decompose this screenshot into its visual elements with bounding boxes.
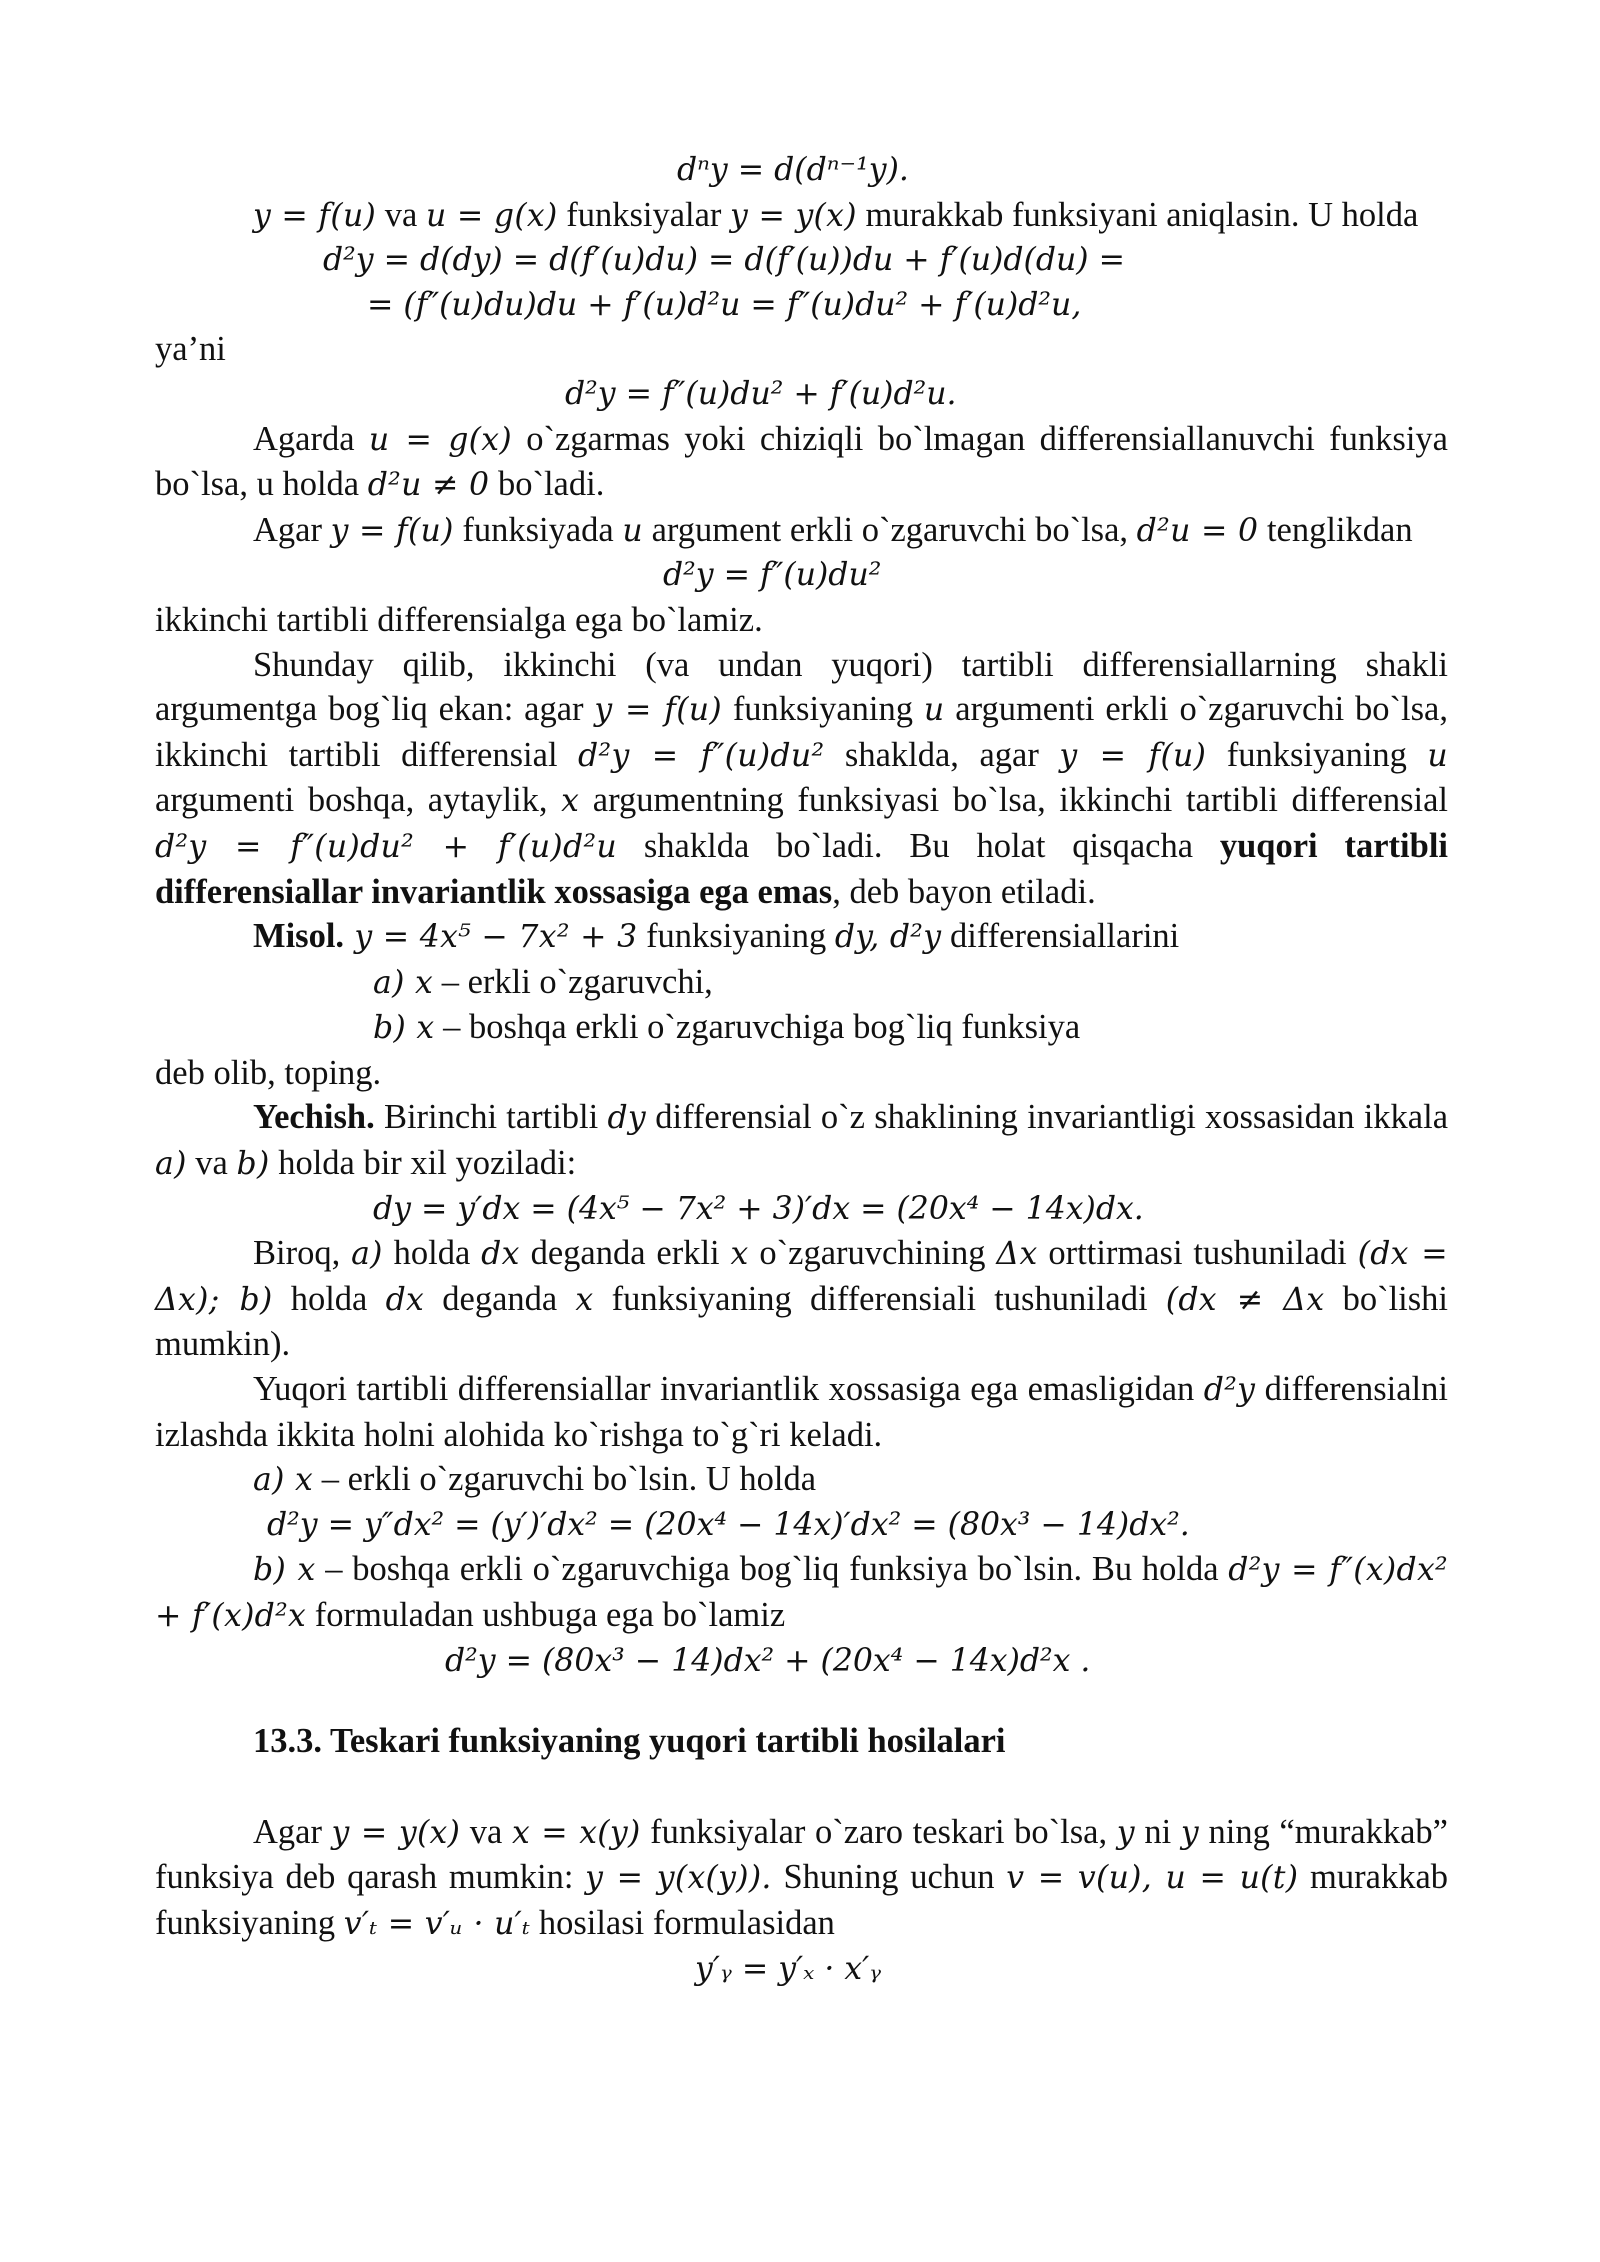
text-span: deganda erkli bbox=[519, 1234, 731, 1273]
math-inline: d²y = f″(u)du² + f′(u)d²u bbox=[155, 828, 618, 865]
text-span: Agar bbox=[253, 510, 331, 549]
math-inline: dx bbox=[385, 1281, 425, 1318]
math-inline: b) x bbox=[253, 1552, 316, 1589]
math-inline: u bbox=[622, 512, 643, 549]
text-span: – erkli o`zgaruvchi bo`lsin. U holda bbox=[313, 1460, 817, 1499]
text-span: holda bbox=[382, 1234, 482, 1273]
math-inline: (dx ≠ Δx bbox=[1165, 1281, 1325, 1318]
text-span: – erkli o`zgaruvchi, bbox=[433, 962, 713, 1001]
math-inline: Δx bbox=[996, 1236, 1038, 1273]
text-span: bo`lishi mumkin). bbox=[155, 1279, 1449, 1364]
text-span: – boshqa erkli o`zgaruvchiga bog`liq funksiya bbox=[434, 1008, 1081, 1047]
text-span: Biroq, bbox=[253, 1234, 352, 1273]
math-inline: (dx = Δx); b) bbox=[155, 1236, 1448, 1318]
text-span: Shunday qilib, ikkinchi (va undan yuqori) tartibli differensiallarning shakli argumentga bog`liq ekan: agar bbox=[155, 645, 1448, 729]
text-span: differensialni izlashda ikkita holni alohida ko`rishga to`g`ri keladi. bbox=[155, 1370, 1448, 1454]
case-a-line bbox=[155, 1457, 1448, 1503]
text-span: funksiyaning bbox=[721, 690, 924, 729]
text-span: Yuqori tartibli differensiallar invariantlik xossasiga ega emasligidan bbox=[253, 1370, 1204, 1409]
text-span: argumenti erkli o`zgaruvchi bo`lsa, ikkinchi tartibli differensial bbox=[155, 690, 1448, 774]
text-span: , deb bayon etiladi. bbox=[832, 872, 1096, 911]
text-span: Birinchi tartibli bbox=[374, 1098, 608, 1137]
text-span: tenglikdan bbox=[1258, 510, 1413, 549]
text-span: bo`ladi. bbox=[489, 465, 605, 504]
math-inline: v′ₜ = v′ᵤ · u′ₜ bbox=[343, 1905, 531, 1942]
formula-second-differential-independent: d²y = f″(u)du² bbox=[663, 557, 882, 594]
example-case-b bbox=[373, 1005, 1448, 1051]
text-span: holda bir xil yoziladi: bbox=[269, 1144, 577, 1183]
math-inline: u bbox=[1427, 737, 1449, 774]
formula-inverse-derivative: y′ᵧ = y′ₓ · x′ᵧ bbox=[695, 1950, 882, 1987]
math-inline: d²u ≠ 0 bbox=[367, 467, 490, 504]
text-span: Shuning uchun bbox=[771, 1858, 1007, 1897]
math-inline: b) bbox=[236, 1146, 270, 1183]
text-span: va bbox=[376, 195, 426, 234]
text-span: funksiyalar o`zaro teskari bo`lsa, bbox=[640, 1812, 1117, 1851]
math-inline: b) bbox=[373, 1010, 407, 1047]
math-inline: d²y bbox=[1203, 1372, 1256, 1409]
formula-second-differential-line2: = (f″(u)du)du + f′(u)d²u = f″(u)du² + f′(u)d²u, bbox=[367, 286, 1082, 323]
text-span: differensiallarini bbox=[941, 917, 1180, 956]
text-span: murakkab funksiyani aniqlasin. U holda bbox=[856, 195, 1419, 234]
section-heading: 13.3. Teskari funksiyaning yuqori tartibli hosilalari bbox=[253, 1722, 1006, 1761]
formula-case-b: d²y = (80x³ − 14)dx² + (20x⁴ − 14x)d²x . bbox=[445, 1642, 1091, 1679]
text-span: funksiyada bbox=[453, 510, 623, 549]
paragraph-however bbox=[155, 1231, 1448, 1367]
math-inline: y = f(u) bbox=[330, 512, 454, 549]
paragraph-composite-function bbox=[155, 193, 1448, 239]
text-find: deb olib, toping. bbox=[155, 1053, 382, 1092]
math-inline: y bbox=[1180, 1814, 1199, 1851]
math-inline: x bbox=[575, 1281, 594, 1318]
math-inline: a) bbox=[351, 1236, 383, 1273]
paragraph-independent-argument bbox=[155, 508, 1448, 554]
text-span: va bbox=[186, 1144, 237, 1183]
text-span: o`zgarmas yoki chiziqli bo`lmagan differensiallanuvchi funksiya bo`lsa, u holda bbox=[155, 419, 1448, 504]
bold-statement: yuqori tartibli differensiallar invariantlik xossasiga ega emas bbox=[155, 826, 1448, 911]
paragraph-nonlinear-case bbox=[155, 417, 1448, 508]
math-inline: x = x(y) bbox=[511, 1814, 641, 1851]
text-span: shaklda, agar bbox=[824, 735, 1060, 774]
text-span: va bbox=[460, 1812, 512, 1851]
text-span: argumentning funksiyasi bo`lsa, ikkinchi tartibli differensial bbox=[579, 781, 1448, 820]
formula-nth-differential: dⁿy = d(dⁿ⁻¹y). bbox=[677, 152, 909, 188]
text-conclusion: ikkinchi tartibli differensialga ega bo`lamiz. bbox=[155, 600, 763, 639]
math-inline: v = v(u), u = u(t) bbox=[1006, 1860, 1299, 1897]
math-inline: u bbox=[923, 692, 945, 729]
text-span: shaklda bo`ladi. Bu holat qisqacha bbox=[617, 826, 1220, 865]
math-inline: y = f(u) bbox=[253, 197, 377, 234]
paragraph-example bbox=[155, 914, 1448, 960]
text-span: argumenti boshqa, aytaylik, bbox=[155, 781, 562, 820]
math-inline: d²u = 0 bbox=[1136, 512, 1259, 549]
text-span: deganda bbox=[424, 1279, 576, 1318]
math-inline: y = f(u) bbox=[1059, 737, 1207, 774]
math-inline: y = y(x) bbox=[730, 197, 857, 234]
math-inline: u = g(x) bbox=[368, 421, 512, 458]
math-inline: dx bbox=[481, 1236, 520, 1273]
text-span: hosilasi formulasidan bbox=[530, 1903, 835, 1942]
text-span: – boshqa erkli o`zgaruvchiga bog`liq funksiya bo`lsin. Bu holda bbox=[315, 1550, 1229, 1589]
math-inline: dy bbox=[607, 1100, 647, 1137]
text-span: argument erkli o`zgaruvchi bo`lsa, bbox=[642, 510, 1137, 549]
math-inline: u = g(x) bbox=[425, 197, 558, 234]
formula-case-a: d²y = y″dx² = (y′)′dx² = (20x⁴ − 14x)′dx² = (80x³ − 14)dx². bbox=[267, 1506, 1190, 1543]
text-span: o`zgaruvchining bbox=[748, 1234, 997, 1273]
math-inline: d²y = f″(x)dx² + f′(x)d²x bbox=[155, 1552, 1448, 1634]
example-case-a bbox=[373, 960, 1448, 1006]
text-span: orttirmasi tushuniladi bbox=[1037, 1234, 1358, 1273]
math-inline: y = 4x⁵ − 7x² + 3 bbox=[344, 919, 638, 956]
solution-label: Yechish. bbox=[253, 1098, 375, 1137]
text-span: ni bbox=[1134, 1812, 1181, 1851]
math-inline: x bbox=[404, 964, 434, 1001]
math-inline: y = y(x(y)). bbox=[585, 1860, 772, 1897]
formula-second-differential-line1: d²y = d(dy) = d(f′(u)du) = d(f′(u))du + f′(u)d(du) = bbox=[323, 242, 1125, 279]
text-span: differensial o`z shaklining invariantligi xossasidan ikkala bbox=[646, 1098, 1449, 1137]
example-label: Misol. bbox=[253, 917, 345, 956]
math-inline: y = f(u) bbox=[594, 692, 722, 729]
paragraph-inverse-function bbox=[155, 1810, 1448, 1947]
paragraph-higher-order bbox=[155, 1367, 1448, 1457]
math-inline: x bbox=[406, 1010, 435, 1047]
text-span: funksiyaning bbox=[637, 917, 835, 956]
paragraph-invariance-summary bbox=[155, 643, 1448, 915]
text-span: Agar bbox=[253, 1812, 332, 1851]
math-inline: y = y(x) bbox=[331, 1814, 461, 1851]
text-span: murakkab funksiyaning bbox=[155, 1858, 1449, 1942]
math-inline: d²y = f″(u)du² bbox=[578, 737, 825, 774]
math-inline: a) bbox=[373, 964, 405, 1001]
formula-second-differential-result: d²y = f″(u)du² + f′(u)d²u. bbox=[565, 375, 957, 412]
text-span: funksiyaning bbox=[1206, 735, 1428, 774]
math-inline: dy, d²y bbox=[834, 919, 942, 956]
math-inline: y bbox=[1116, 1814, 1135, 1851]
math-inline: a) x bbox=[253, 1462, 314, 1499]
math-inline: x bbox=[561, 783, 580, 820]
text-span: holda bbox=[272, 1279, 386, 1318]
paragraph-case-b bbox=[155, 1547, 1448, 1638]
text-span: funksiyaning differensiali tushuniladi bbox=[593, 1279, 1166, 1318]
text-span: ning “murakkab” funksiya deb qarash mumkin: bbox=[155, 1812, 1448, 1897]
text-span: funksiyalar bbox=[557, 195, 731, 234]
text-span: formuladan ushbuga ega bo`lamiz bbox=[306, 1596, 786, 1634]
math-inline: a) bbox=[155, 1146, 187, 1183]
formula-first-differential: dy = y′dx = (4x⁵ − 7x² + 3)′dx = (20x⁴ − 14x)dx. bbox=[373, 1190, 1144, 1227]
paragraph-solution bbox=[155, 1095, 1448, 1186]
text-span: Agarda bbox=[253, 419, 369, 458]
math-inline: x bbox=[730, 1236, 749, 1273]
text-yani: ya’ni bbox=[155, 330, 226, 369]
